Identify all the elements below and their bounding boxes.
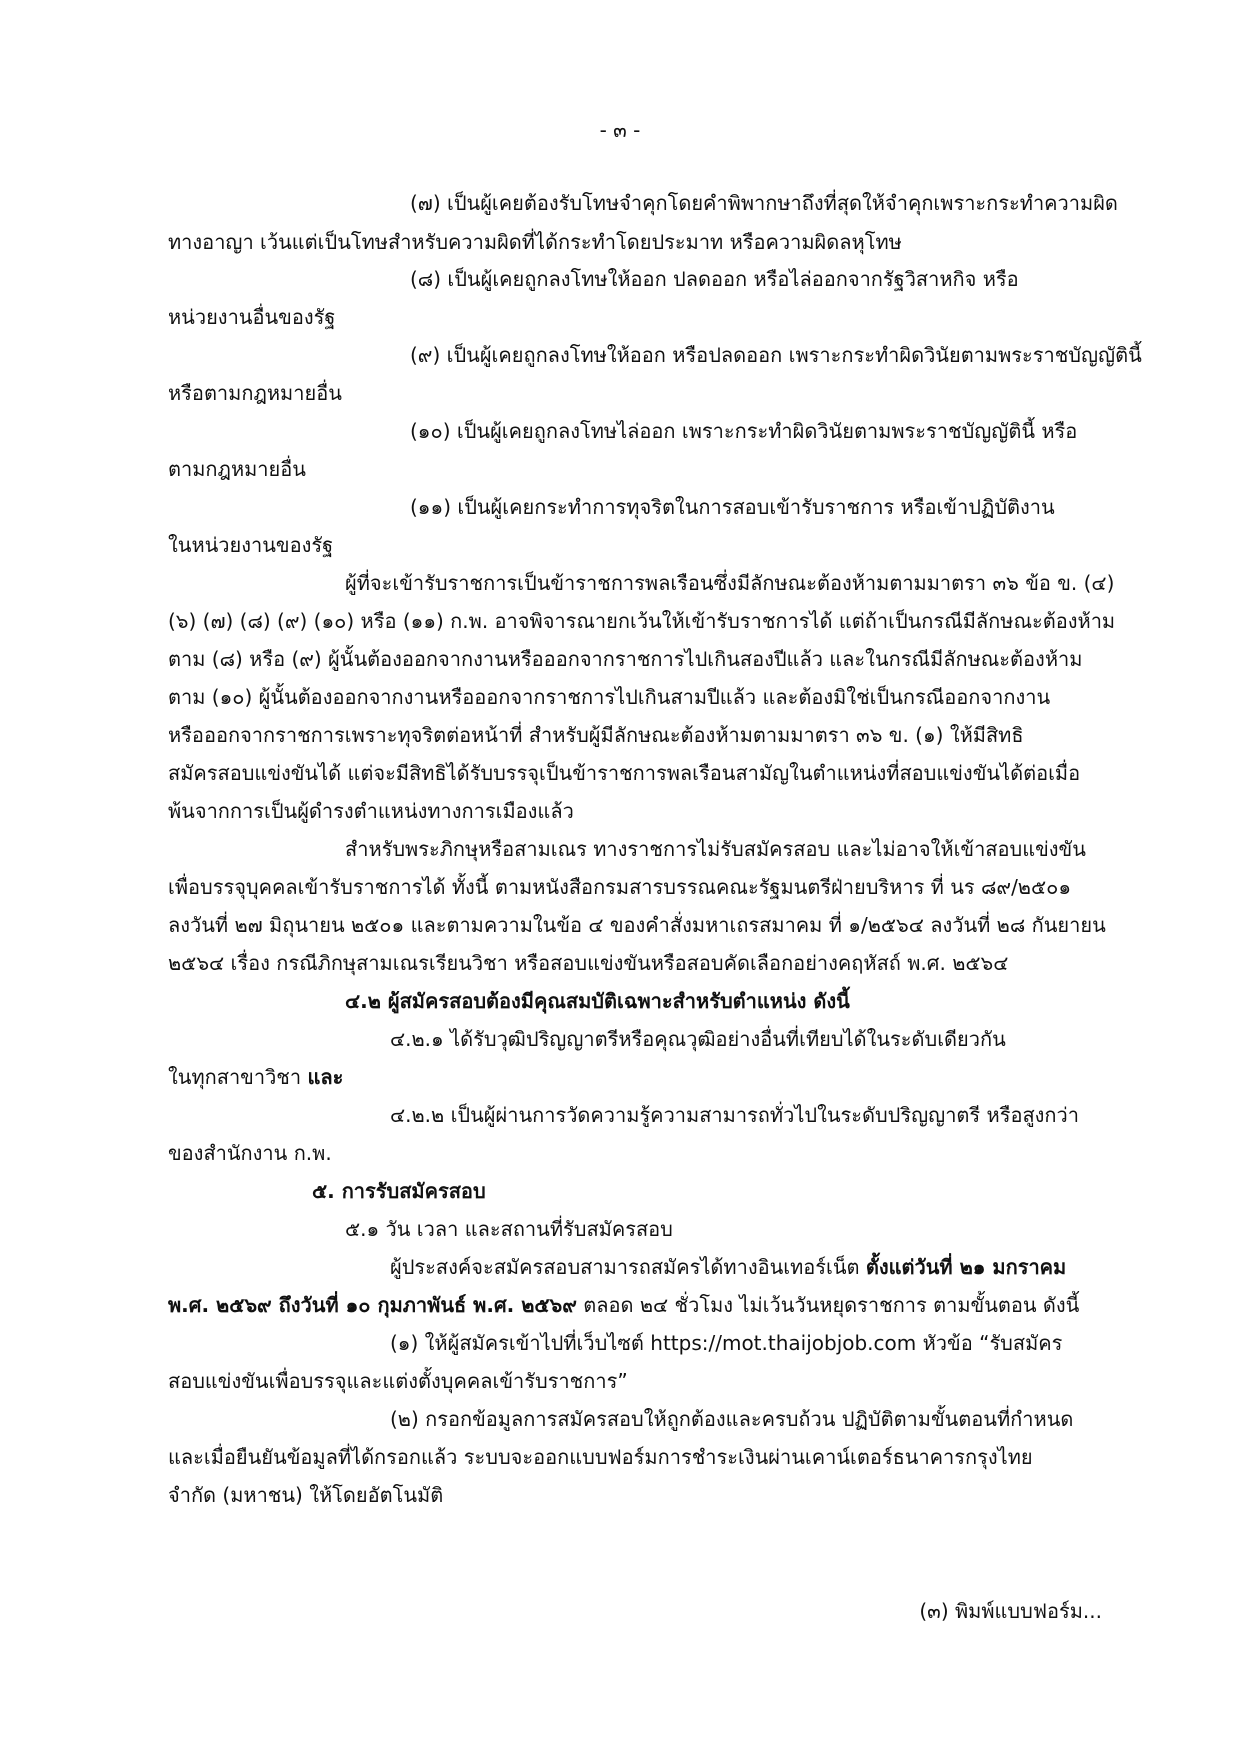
item-11-line-2: ในหน่วยงานของรัฐ bbox=[168, 533, 334, 557]
item-4-2-1-text: ในทุกสาขาวิชา bbox=[168, 1065, 308, 1089]
exemption-line: พ้นจากการเป็นผู้ดำรงตำแหน่งทางการเมืองแล้ว bbox=[168, 799, 574, 823]
item-8-line-2: หน่วยงานอื่นของรัฐ bbox=[168, 305, 336, 329]
exemption-line: หรือออกจากราชการเพราะทุจริตต่อหน้าที่ สำหรับผู้มีลักษณะต้องห้ามตามมาตรา ๓๖ ข. (๑) ให้มีสิทธิ bbox=[168, 723, 1024, 747]
step-1-text: (๑) ให้ผู้สมัครเข้าไปที่เว็บไซต์ bbox=[390, 1331, 651, 1355]
step-2-line-2: และเมื่อยืนยันข้อมูลที่ได้กรอกแล้ว ระบบจะออกแบบฟอร์มการชำระเงินผ่านเคาน์เตอร์ธนาคารกรุงไทย bbox=[168, 1445, 1033, 1469]
section-4-2-heading: ๔.๒ ผู้สมัครสอบต้องมีคุณสมบัติเฉพาะสำหรับตำแหน่ง ดังนี้ bbox=[345, 989, 850, 1013]
monks-line: ลงวันที่ ๒๗ มิถุนายน ๒๕๐๑ และตามความในข้อ ๔ ของคำสั่งมหาเถรสมาคม ที่ ๑/๒๕๖๔ ลงวันที่ ๒๘ กันยายน bbox=[168, 913, 1106, 937]
step-1-line-1 bbox=[390, 1328, 1062, 1358]
step-2-line-3: จำกัด (มหาชน) ให้โดยอัตโนมัติ bbox=[168, 1483, 444, 1507]
exemption-line: (๖) (๗) (๘) (๙) (๑๐) หรือ (๑๑) ก.พ. อาจพิจารณายกเว้นให้เข้ารับราชการได้ แต่ถ้าเป็นกรณีมีลักษณะต้องห้าม bbox=[168, 609, 1116, 633]
item-8-line-1: (๘) เป็นผู้เคยถูกลงโทษให้ออก ปลดออก หรือไล่ออกจากรัฐวิสาหกิจ หรือ bbox=[410, 267, 1019, 291]
exemption-line: ผู้ที่จะเข้ารับราชการเป็นข้าราชการพลเรือนซึ่งมีลักษณะต้องห้ามตามมาตรา ๓๖ ข้อ ข. (๔) bbox=[345, 571, 1115, 595]
exemption-line: ตาม (๑๐) ผู้นั้นต้องออกจากงานหรือออกจากราชการไปเกินสามปีแล้ว และต้องมิใช่เป็นกรณีออกจากงาน bbox=[168, 685, 1051, 709]
application-period-line-2 bbox=[168, 1290, 1079, 1320]
application-hours-text: ตลอด ๒๔ ชั่วโมง ไม่เว้นวันหยุดราชการ ตามขั้นตอน ดังนี้ bbox=[576, 1293, 1080, 1317]
item-10-line-2: ตามกฎหมายอื่น bbox=[168, 457, 306, 481]
application-period-line-1 bbox=[390, 1252, 1066, 1282]
item-7-line-1: (๗) เป็นผู้เคยต้องรับโทษจำคุกโดยคำพิพากษาถึงที่สุดให้จำคุกเพราะกระทำความผิด bbox=[410, 191, 1118, 215]
section-5-1-heading: ๕.๑ วัน เวลา และสถานที่รับสมัครสอบ bbox=[345, 1217, 673, 1241]
application-start-date: ตั้งแต่วันที่ ๒๑ มกราคม bbox=[865, 1255, 1067, 1279]
monks-line: สำหรับพระภิกษุหรือสามเณร ทางราชการไม่รับสมัครสอบ และไม่อาจให้เข้าสอบแข่งขัน bbox=[345, 837, 1086, 861]
item-4-2-1-and: และ bbox=[307, 1065, 344, 1089]
item-4-2-2-line-1: ๔.๒.๒ เป็นผู้ผ่านการวัดความรู้ความสามารถทั่วไปในระดับปริญญาตรี หรือสูงกว่า bbox=[390, 1103, 1080, 1127]
step-2-line-1: (๒) กรอกข้อมูลการสมัครสอบให้ถูกต้องและครบถ้วน ปฏิบัติตามขั้นตอนที่กำหนด bbox=[390, 1407, 1074, 1431]
item-10-line-1: (๑๐) เป็นผู้เคยถูกลงโทษไล่ออก เพราะกระทำผิดวินัยตามพระราชบัญญัตินี้ หรือ bbox=[410, 419, 1078, 443]
application-website-link[interactable]: https://mot.thaijobjob.com bbox=[650, 1331, 917, 1355]
page-number: - ๓ - bbox=[599, 118, 641, 142]
item-9-line-1: (๙) เป็นผู้เคยถูกลงโทษให้ออก หรือปลดออก เพราะกระทำผิดวินัยตามพระราชบัญญัตินี้ bbox=[410, 343, 1142, 367]
application-period-text: ผู้ประสงค์จะสมัครสอบสามารถสมัครได้ทางอินเทอร์เน็ต bbox=[390, 1255, 866, 1279]
item-4-2-1-line-1: ๔.๒.๑ ได้รับวุฒิปริญญาตรีหรือคุณวุฒิอย่างอื่นที่เทียบได้ในระดับเดียวกัน bbox=[390, 1027, 1006, 1051]
section-5-heading: ๕. การรับสมัครสอบ bbox=[312, 1179, 486, 1203]
step-1-line-2: สอบแข่งขันเพื่อบรรจุและแต่งตั้งบุคคลเข้ารับราชการ” bbox=[168, 1369, 628, 1393]
monks-line: ๒๕๖๔ เรื่อง กรณีภิกษุสามเณรเรียนวิชา หรือสอบแข่งขันหรือสอบคัดเลือกอย่างคฤหัสถ์ พ.ศ. ๒๕๖๔ bbox=[168, 951, 1009, 975]
item-4-2-2-line-2: ของสำนักงาน ก.พ. bbox=[168, 1141, 332, 1165]
exemption-line: สมัครสอบแข่งขันได้ แต่จะมีสิทธิได้รับบรรจุเป็นข้าราชการพลเรือนสามัญในตำแหน่งที่สอบแข่งขันได้ต่อเมื่อ bbox=[168, 761, 1081, 785]
item-9-line-2: หรือตามกฎหมายอื่น bbox=[168, 381, 342, 405]
exemption-line: ตาม (๘) หรือ (๙) ผู้นั้นต้องออกจากงานหรือออกจากราชการไปเกินสองปีแล้ว และในกรณีมีลักษณะต้องห้าม bbox=[168, 647, 1083, 671]
item-4-2-1-line-2 bbox=[168, 1062, 343, 1092]
item-7-line-2: ทางอาญา เว้นแต่เป็นโทษสำหรับความผิดที่ได้กระทำโดยประมาท หรือความผิดลหุโทษ bbox=[168, 230, 902, 254]
continuation-text: (๓) พิมพ์แบบฟอร์ม... bbox=[919, 1599, 1102, 1623]
application-date-range: พ.ศ. ๒๕๖๙ ถึงวันที่ ๑๐ กุมภาพันธ์ พ.ศ. ๒๕๖๙ bbox=[168, 1293, 577, 1317]
monks-line: เพื่อบรรจุบุคคลเข้ารับราชการได้ ทั้งนี้ ตามหนังสือกรมสารบรรณคณะรัฐมนตรีฝ่ายบริหาร ที่ นร ๘๙/๒๕๐๑ bbox=[168, 875, 1072, 899]
item-11-line-1: (๑๑) เป็นผู้เคยกระทำการทุจริตในการสอบเข้ารับราชการ หรือเข้าปฏิบัติงาน bbox=[410, 495, 1055, 519]
step-1-topic: หัวข้อ “รับสมัคร bbox=[916, 1331, 1063, 1355]
